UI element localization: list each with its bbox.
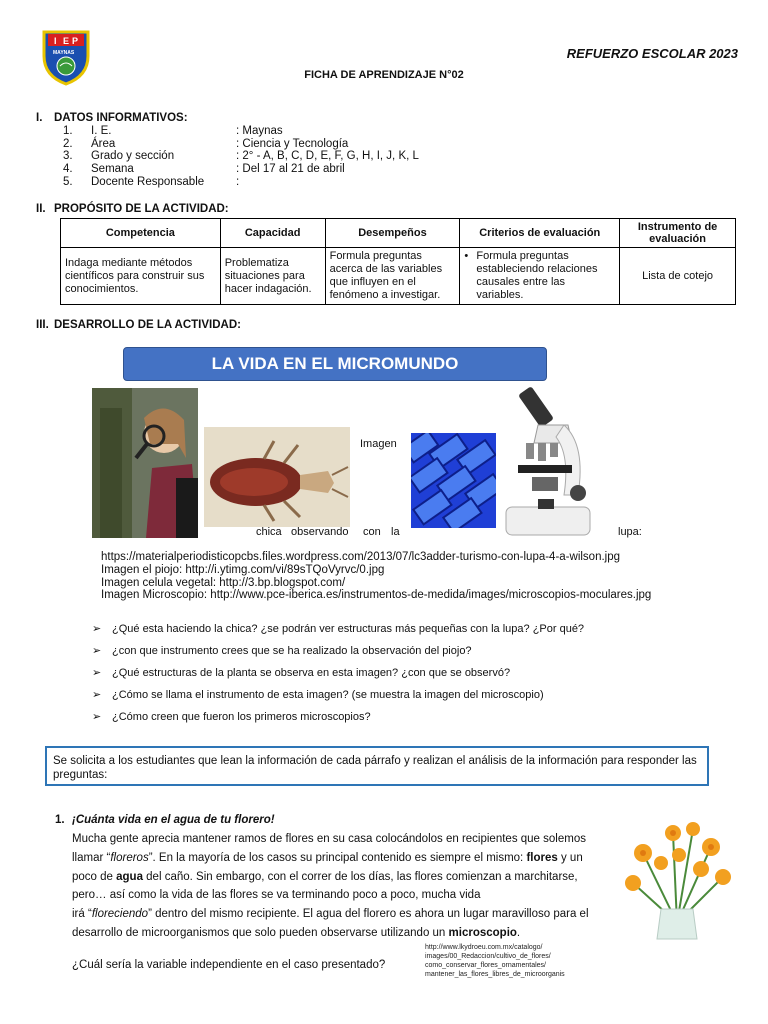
question-item: ➢ ¿Qué estructuras de la planta se observa en esta imagen? ¿con que se observó? <box>92 667 511 679</box>
arrow-bullet-icon: ➢ <box>92 689 102 701</box>
image-source: Imagen el piojo: http://i.ytimg.com/vi/89sTQoVyrvc/0.jpg <box>101 564 385 576</box>
image-caption-label: Imagen <box>360 438 397 450</box>
table-header: Instrumento de evaluación <box>620 219 736 248</box>
cell-desempenos: Formula preguntas acerca de las variables que influyen en el fenómeno a investigar. <box>325 248 460 305</box>
question-item: ➢ ¿con que instrumento crees que se ha realizado la observación del piojo? <box>92 645 472 657</box>
question-item: ➢ ¿Qué esta haciendo la chica? ¿se podrán ver estructuras más pequeñas con la lupa? ¿Por qué? <box>92 623 585 635</box>
reading-line: irá “floreciendo” dentro del mismo recipiente. El agua del florero es ahora un lugar maravilloso para el <box>72 908 589 920</box>
document-title: FICHA DE APRENDIZAJE N°02 <box>304 69 464 81</box>
caption-word: lupa: <box>618 526 642 538</box>
microscope-image <box>498 385 596 545</box>
program-title: REFUERZO ESCOLAR 2023 <box>566 46 738 61</box>
reading-line: pero… así como la vida de las flores se va terminando poco a poco, mucha vida <box>72 889 481 901</box>
arrow-bullet-icon: ➢ <box>92 667 102 679</box>
reading-line: llamar “floreros”. En la mayoría de los casos su principal contenido es siempre el mismo: flores y un <box>72 852 583 864</box>
arrow-bullet-icon: ➢ <box>92 623 102 635</box>
table-row <box>61 248 736 305</box>
svg-text:P: P <box>72 36 79 46</box>
caption-word: chica <box>256 526 282 538</box>
image-source: Imagen Microscopio: http://www.pce-iberica.es/instrumentos-de-medida/images/microscopios-moculares.jpg <box>101 589 652 601</box>
cell-instrumento: Lista de cotejo <box>620 248 736 305</box>
plant-cell-image <box>411 433 496 528</box>
arrow-bullet-icon: ➢ <box>92 711 102 723</box>
svg-text:E: E <box>63 36 70 46</box>
reading-line: desarrollo de microorganismos que solo pueden observarse utilizando un microscopio. <box>72 927 521 939</box>
section-3-title: III. DESARROLLO DE LA ACTIVIDAD: <box>36 319 241 331</box>
table-header: Criterios de evaluación <box>460 219 620 248</box>
image-source: https://materialperiodisticopcbs.files.wordpress.com/2013/07/lc3adder-turismo-con-lupa-4-a-wilson.jpg <box>101 551 621 563</box>
purpose-table <box>60 218 736 305</box>
svg-text:MAYNAS: MAYNAS <box>53 50 75 56</box>
section-1-title: I. DATOS INFORMATIVOS: <box>36 112 188 124</box>
cell-criterio: • Formula preguntas estableciendo relaciones causales entre las variables. <box>460 248 620 305</box>
reading-line: Mucha gente aprecia mantener ramos de flores en su casa colocándolos en recipientes que solemos <box>72 833 586 845</box>
table-header: Desempeños <box>325 219 460 248</box>
table-header: Capacidad <box>220 219 325 248</box>
caption-word: observando <box>291 526 349 538</box>
louse-image <box>204 427 350 527</box>
reading-question: ¿Cuál sería la variable independiente en el caso presentado? <box>72 959 386 971</box>
caption-word: con <box>363 526 381 538</box>
caption-word: la <box>391 526 400 538</box>
question-item: ➢ ¿Cómo se llama el instrumento de esta imagen? (se muestra la imagen del microscopio) <box>92 689 544 701</box>
cell-competencia: Indaga mediante métodos científicos para construir sus conocimientos. <box>61 248 221 305</box>
reading-number: 1. <box>55 814 65 826</box>
girl-with-magnifier-image <box>92 388 198 538</box>
svg-text:I: I <box>54 36 57 46</box>
flowers-vase-image <box>613 813 740 941</box>
activity-banner: LA VIDA EN EL MICROMUNDO <box>123 347 547 381</box>
arrow-bullet-icon: ➢ <box>92 645 102 657</box>
cell-capacidad: Problematiza situaciones para hacer indagación. <box>220 248 325 305</box>
instruction-box: Se solicita a los estudiantes que lean la información de cada párrafo y realizan el análisis de la información para responder las preguntas: <box>45 746 709 786</box>
image-source: Imagen celula vegetal: http://3.bp.blogspot.com/ <box>101 577 346 589</box>
reading-line: poco de agua del caño. Sin embargo, con el correr de los días, las flores comienzan a marchitarse, <box>72 871 578 883</box>
table-header: Competencia <box>61 219 221 248</box>
question-item: ➢ ¿Cómo creen que fueron los primeros microscopios? <box>92 711 371 723</box>
reading-title: ¡Cuánta vida en el agua de tu florero! <box>72 814 275 826</box>
flower-image-source: http://www.lkydroeu.com.mx/catalogo/ images/00_Redaccion/cultivo_de_flores/ como_conservar_flores_ornamentales/ mantener_las_flores_libres_de_microorganis <box>425 944 565 978</box>
section-2-title: II. PROPÓSITO DE LA ACTIVIDAD: <box>36 203 229 215</box>
